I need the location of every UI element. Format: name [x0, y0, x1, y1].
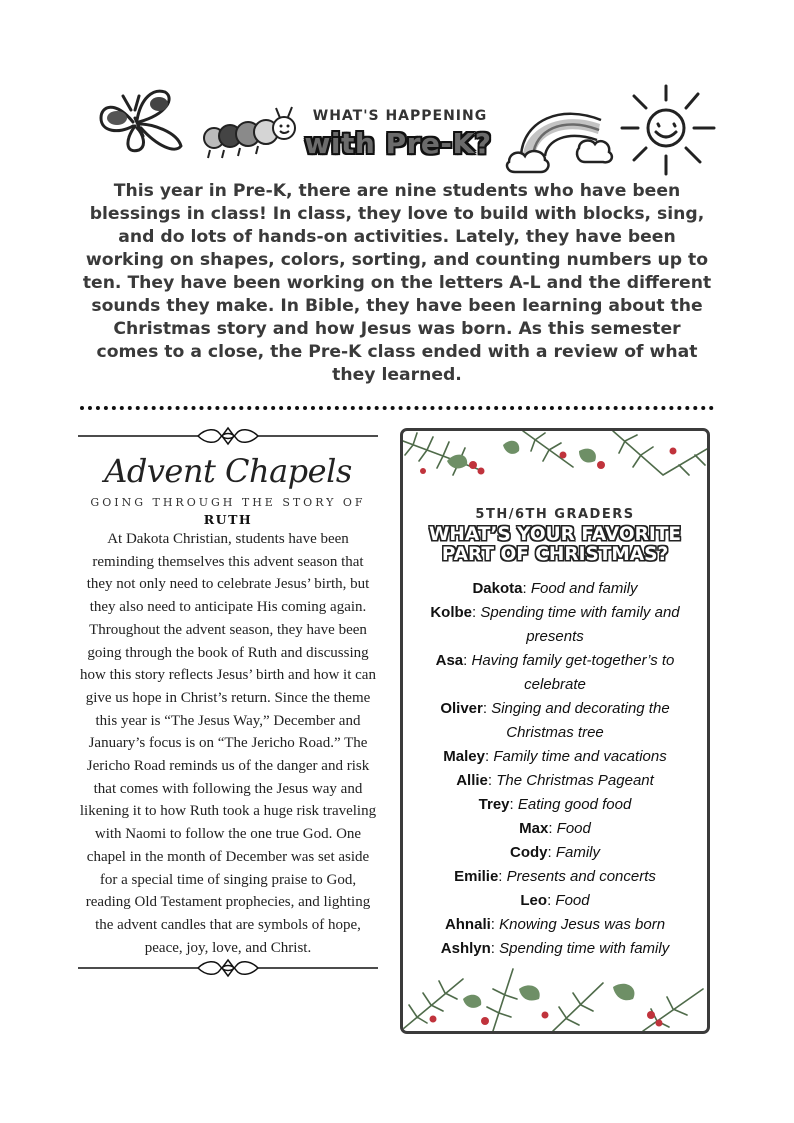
student-answer: Family time and vacations: [493, 748, 667, 765]
list-item: Cody: Family: [509, 844, 600, 861]
student-name: Emilie: [454, 868, 499, 885]
ornament-divider-icon: [78, 958, 378, 978]
student-name: Max: [519, 820, 549, 837]
list-item: Ashlyn: Spending time with family: [440, 940, 670, 957]
student-name: Ahnali: [444, 916, 491, 933]
pine-branch-icon: [403, 959, 707, 1031]
student-name: Allie: [456, 772, 488, 789]
list-item: Allie: The Christmas Pageant: [456, 772, 654, 789]
pre-k-intro-paragraph: This year in Pre-K, there are nine students who have been blessings in class! In class, they love to build with blocks, sing, and do lots of hands-on activities. Lately, they have been working on shapes, colors, sorting, and counting numbers up to ten. They have been working on the letters A-L and the different sounds they make. In Bible, they have been learning about the Christmas story and how Jesus was born. As this semester comes to a close, the Pre-K class ended with a review of what they learned.: [82, 181, 712, 385]
student-answer: Food: [556, 820, 591, 837]
list-item: Asa: Having family get-together’s to celebrate: [435, 652, 675, 693]
caterpillar-icon: [200, 104, 300, 162]
favorites-card: [400, 428, 710, 1034]
student-name: Leo: [520, 892, 548, 909]
student-answer: Singing and decorating the Christmas tree: [491, 700, 670, 741]
student-answer: Knowing Jesus was born: [499, 916, 666, 933]
student-answer: The Christmas Pageant: [496, 772, 654, 789]
list-item: Emilie: Presents and concerts: [454, 868, 656, 885]
favorites-kicker: 5TH/6TH GRADERS: [475, 507, 635, 522]
student-name: Asa: [435, 652, 464, 669]
pine-branch-icon: [403, 431, 707, 501]
student-answer: Spending time with family and presents: [480, 604, 680, 645]
rainbow-icon: [505, 100, 615, 175]
student-answer: Having family get-together’s to celebrate: [471, 652, 675, 693]
student-answer: Eating good food: [517, 796, 632, 813]
header-banner: [0, 70, 794, 180]
student-answer: Food: [555, 892, 590, 909]
student-name: Ashlyn: [440, 940, 491, 957]
student-answer: Family: [555, 844, 600, 861]
header-title: with Pre-K?: [304, 127, 492, 160]
dotted-divider: [80, 406, 714, 410]
list-item: Dakota: Food and family: [472, 580, 638, 597]
butterfly-icon: [95, 80, 190, 160]
list-item: Oliver: Singing and decorating the Christmas tree: [440, 700, 670, 741]
ornament-divider-icon: [78, 426, 378, 446]
favorites-title: WHAT’S YOUR FAVORITE PART OF CHRISTMAS?: [428, 524, 682, 565]
advent-subtitle-ruth: RUTH: [203, 512, 253, 527]
list-item: Max: Food: [519, 820, 591, 837]
favorites-answer-list: [413, 577, 697, 961]
list-item: Trey: Eating good food: [478, 796, 632, 813]
advent-subtitle: GOING THROUGH THE STORY OF: [90, 496, 366, 509]
student-name: Oliver: [440, 700, 483, 717]
student-answer: Spending time with family: [499, 940, 670, 957]
list-item: Ahnali: Knowing Jesus was born: [444, 916, 666, 933]
student-answer: Food and family: [530, 580, 638, 597]
list-item: Maley: Family time and vacations: [443, 748, 667, 765]
sun-icon: [618, 80, 718, 180]
advent-chapels-title: Advent Chapels: [104, 452, 352, 490]
list-item: Leo: Food: [520, 892, 590, 909]
student-name: Kolbe: [430, 604, 473, 621]
header-kicker: WHAT'S HAPPENING: [312, 108, 488, 124]
student-answer: Presents and concerts: [506, 868, 656, 885]
list-item: Kolbe: Spending time with family and presents: [430, 604, 680, 645]
student-name: Maley: [443, 748, 485, 765]
student-name: Cody: [509, 844, 548, 861]
student-name: Trey: [478, 796, 510, 813]
student-name: Dakota: [472, 580, 523, 597]
advent-body-text: At Dakota Christian, students have been reminding themselves this advent season that they not only need to celebrate Jesus’ birth, but they also need to anticipate His coming again. Throughout the advent season, they have been going through the book of Ruth and discussing how this story reflects Jesus’ birth and how it can give us hope in Christ’s return. Since the theme this year is “The Jesus Way,” December and January’s focus is on “The Jericho Road.” The Jericho Road reminds us of the danger and risk that comes with following the Jesus way and likening it to how Ruth took a huge risk traveling with Naomi to follow the one true God. One chapel in the month of December was set aside for a special time of singing praise to God, reading Old Testament prophecies, and lighting the advent candles that are symbols of hope, peace, joy, love, and Christ.: [79, 531, 377, 956]
